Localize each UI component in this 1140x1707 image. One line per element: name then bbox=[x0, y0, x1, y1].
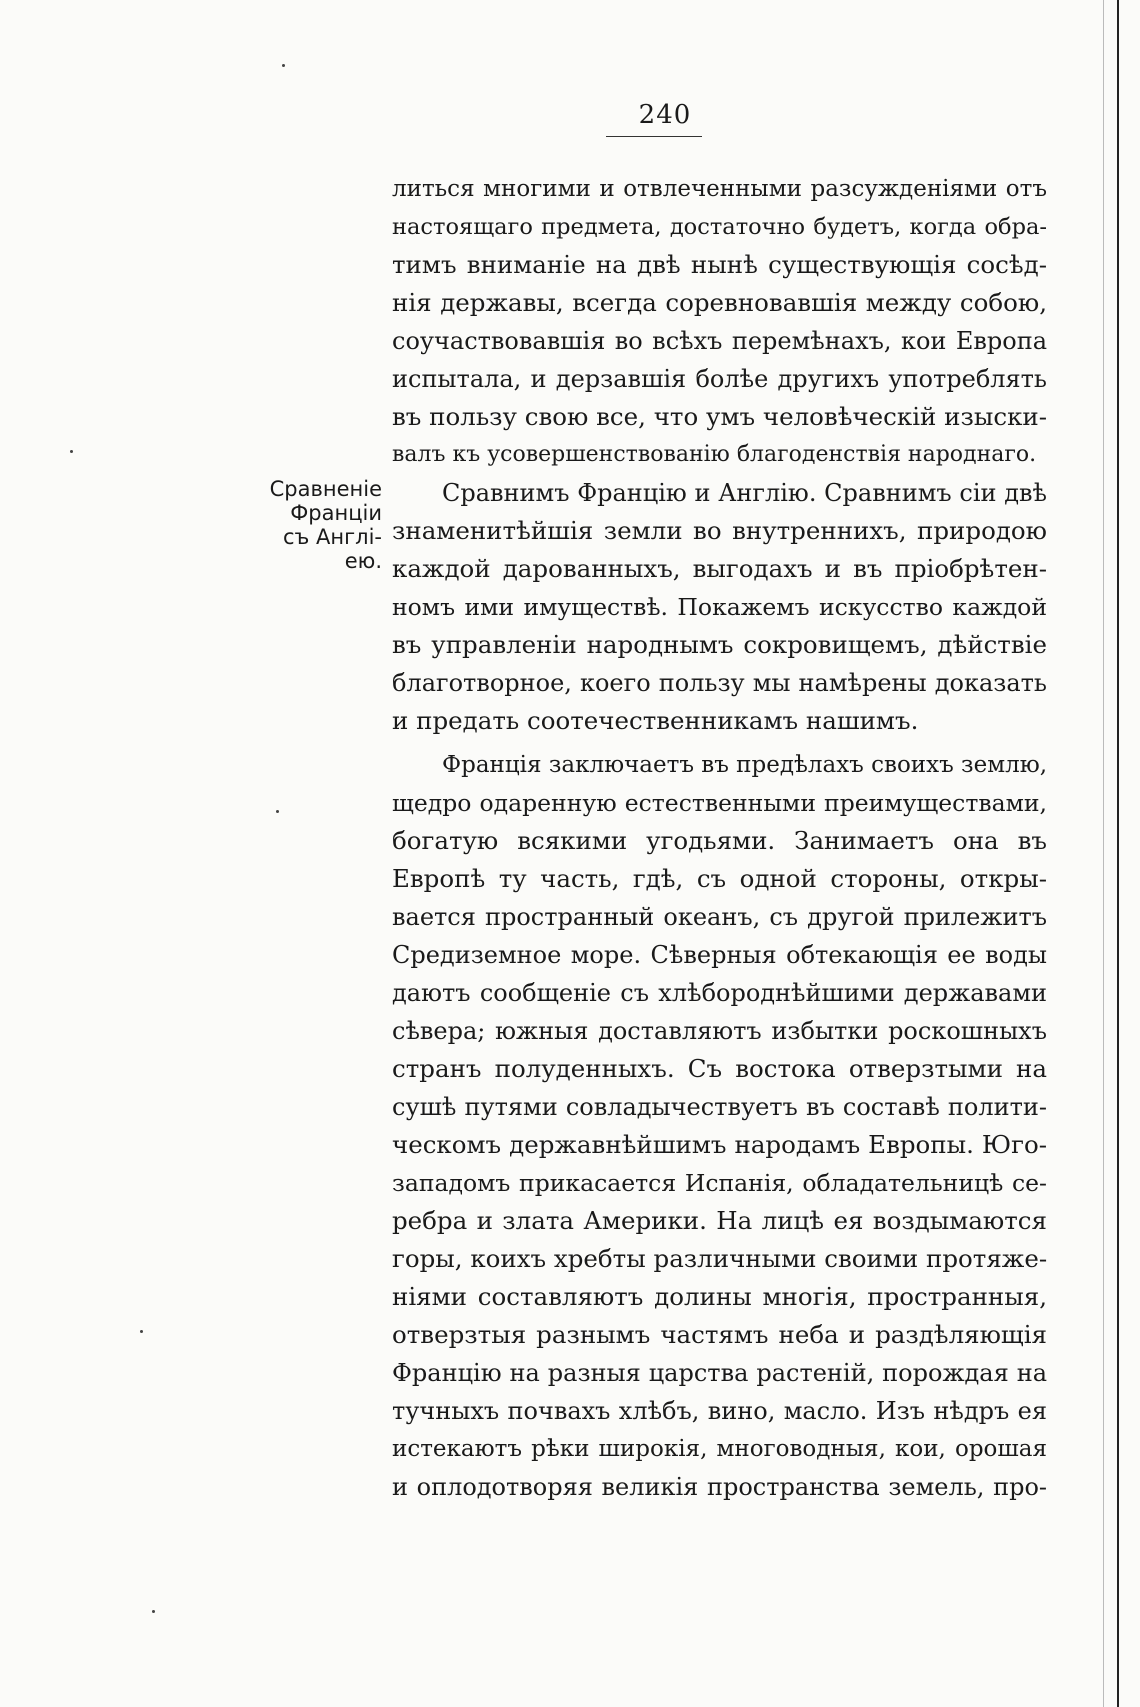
text-line: горы, коихъ хребты различными своими протяже- bbox=[392, 1244, 1048, 1273]
text-line: тимъ вниманіе на двѣ нынѣ существующія сосѣд- bbox=[392, 250, 1047, 279]
text-line: даютъ сообщеніе съ хлѣбороднѣйшими державами bbox=[392, 979, 1047, 1007]
text-line: валъ къ усовершенствованію благоденствія народнаго. bbox=[392, 442, 1037, 467]
margin-note-line: ею. bbox=[344, 549, 382, 573]
margin-note-line: Сравненіе bbox=[269, 477, 382, 501]
text-line: Европѣ ту часть, гдѣ, съ одной стороны, откры- bbox=[392, 864, 1047, 893]
scan-speck bbox=[140, 1330, 143, 1333]
body-text bbox=[392, 170, 1047, 1506]
text-line: вается пространный океанъ, съ другой прилежитъ bbox=[392, 903, 1047, 931]
margin-note-line: Франціи bbox=[290, 501, 382, 525]
scan-speck bbox=[70, 450, 73, 453]
text-line: щедро одаренную естественными преимуществами, bbox=[392, 789, 1047, 817]
text-line: западомъ прикасается Испанія, обладательницѣ се- bbox=[392, 1169, 1047, 1197]
text-line: сѣвера; южныя доставляютъ избытки роскошныхъ bbox=[392, 1017, 1047, 1045]
text-line: въ пользу свою все, что умъ человѣческій изыски- bbox=[392, 402, 1047, 431]
text-line: испытала, и дерзавшія болѣе другихъ употреблять bbox=[392, 365, 1047, 393]
text-line: Средиземное море. Сѣверныя обтекающія ее воды bbox=[392, 941, 1047, 969]
text-line: странъ полуденныхъ. Съ востока отверзтыми на bbox=[392, 1054, 1047, 1083]
page-number-rule bbox=[606, 136, 702, 137]
text-line: каждой дарованныхъ, выгодахъ и въ пріобрѣтен- bbox=[392, 554, 1047, 583]
text-line: Франція заключаетъ въ предѣлахъ своихъ землю, bbox=[442, 752, 1048, 778]
text-line: Сравнимъ Францію и Англію. Сравнимъ сіи двѣ bbox=[442, 479, 1047, 507]
text-line: и предать соотечественникамъ нашимъ. bbox=[392, 706, 919, 735]
text-line: богатую всякими угодьями. Занимаетъ она въ bbox=[392, 826, 1047, 855]
scan-speck bbox=[276, 810, 279, 813]
text-line: ніями составляютъ долины многія, пространныя, bbox=[392, 1282, 1047, 1311]
text-line: литься многими и отвлеченными разсужденіями отъ bbox=[392, 176, 1047, 202]
paragraph bbox=[392, 474, 1047, 740]
text-line: благотворное, коего пользу мы намѣрены доказать bbox=[392, 669, 1047, 697]
scan-speck bbox=[282, 64, 285, 67]
paragraph bbox=[392, 170, 1047, 474]
text-line: сушѣ путями совладычествуетъ въ составѣ полити- bbox=[392, 1093, 1047, 1121]
scan-speck bbox=[152, 1610, 155, 1613]
text-line: ребра и злата Америки. На лицѣ ея воздымаются bbox=[392, 1206, 1047, 1235]
page-number: 240 bbox=[638, 100, 692, 130]
text-line: истекаютъ рѣки широкія, многоводныя, кои, орошая bbox=[392, 1436, 1047, 1462]
text-line: отверзтыя разнымъ частямъ неба и раздѣляющія bbox=[392, 1320, 1047, 1349]
text-line: соучаствовавшія во всѣхъ перемѣнахъ, кои Европа bbox=[392, 327, 1047, 355]
text-line: тучныхъ почвахъ хлѣбъ, вино, масло. Изъ нѣдръ ея bbox=[392, 1397, 1047, 1425]
page-edge-shadow bbox=[1103, 0, 1104, 1707]
text-line: ческомъ державнѣйшимъ народамъ Европы. Юго- bbox=[392, 1130, 1047, 1159]
text-line: въ управленіи народнымъ сокровищемъ, дѣйствіе bbox=[392, 630, 1047, 659]
text-line: номъ ими имуществѣ. Покажемъ искусство каждой bbox=[392, 593, 1047, 621]
text-line: и оплодотворяя великія пространства земель, про- bbox=[392, 1473, 1047, 1501]
text-line: Францію на разныя царства растеній, порождая на bbox=[392, 1359, 1047, 1387]
paragraph bbox=[392, 746, 1047, 1506]
margin-note-line: съ Англі- bbox=[282, 525, 382, 549]
margin-note bbox=[262, 477, 382, 573]
page-edge bbox=[1117, 0, 1119, 1707]
text-line: нія державы, всегда соревновавшія между собою, bbox=[392, 288, 1047, 317]
text-line: знаменитѣйшія земли во внутреннихъ, природою bbox=[392, 516, 1047, 545]
text-line: настоящаго предмета, достаточно будетъ, когда обра- bbox=[392, 214, 1047, 240]
